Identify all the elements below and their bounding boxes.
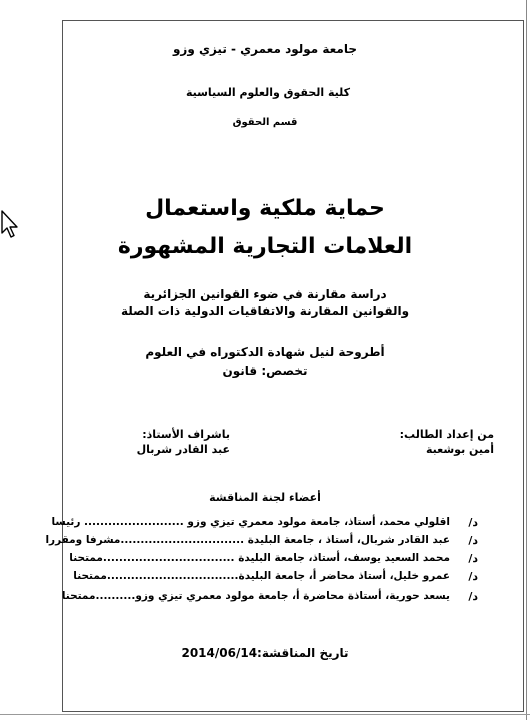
member-text: عمرو خليل، أستاذ محاضر أ، جامعة البليدة.................................ممتحنا [73,570,450,582]
right-edge-line [526,0,527,720]
mouse-pointer-icon [0,210,22,240]
member-prefix: د/ [468,590,478,603]
supervisor-name: عبد القادر شربال [136,443,230,456]
specialization: تخصص: قانون [222,364,308,378]
prepared-by-label: من إعداد الطالب: [399,428,494,441]
study-subtitle-line-2: والقوانين المقارنة والاتفاقيات الدولية ذات الصلة [120,304,410,318]
faculty-name-text: كلية الحقوق والعلوم السياسية [185,86,351,99]
department-name: قسم الحقوق [232,117,298,128]
student-name: أمين بوشعبة [425,443,494,456]
university-name: جامعة مولود معمري - تيزي وزو [172,42,358,56]
thesis-title-line-2: العلامات التجارية المشهورة [117,234,413,259]
study-subtitle-line-1: دراسة مقارنة في ضوء القوانين الجزائرية [143,287,387,301]
member-text: اقلولي محمد، أستاذ، جامعة مولود معمري تيزي وزو ......................... رئيسا [51,516,450,528]
thesis-title-line-1: حماية ملكية واستعمال [145,196,385,221]
faculty-name [0,86,530,99]
member-text: عبد القادر شربال، أستاذ ، جامعة البليدة ...............................مشرفا ومقررا [45,534,450,546]
member-text: محمد السعيد يوسف، أستاذ، جامعة البليدة .................................ممتحنا [69,552,450,564]
bottom-edge-line [0,714,530,715]
degree-statement: أطروحة لنيل شهادة الدكتوراه في العلوم [145,345,385,359]
member-prefix: د/ [468,516,478,529]
defense-date: تاريخ المناقشة:2014/06/14 [181,646,349,660]
member-prefix: د/ [468,552,478,565]
member-prefix: د/ [468,534,478,547]
member-text: يسعد حورية، أستاذة محاضرة أ، جامعة مولود معمري تيزي وزو..........ممتحنا [61,590,450,602]
committee-title: أعضاء لجنة المناقشة [209,491,321,504]
member-prefix: د/ [468,570,478,583]
supervisor-label: باشراف الأستاذ: [142,428,230,441]
